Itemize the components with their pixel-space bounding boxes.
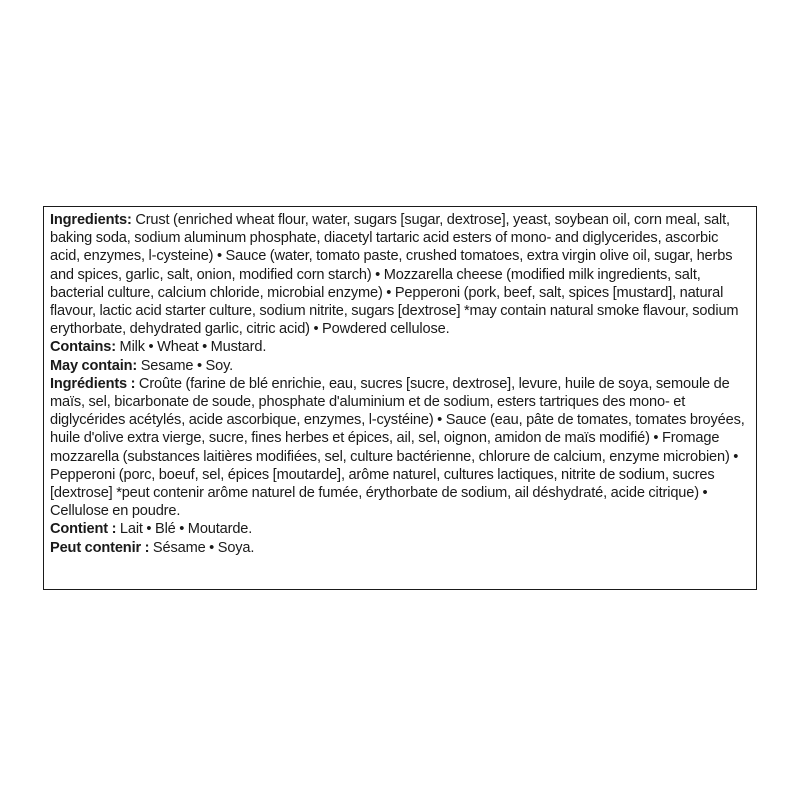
ingredients-fr-text: Croûte (farine de blé enrichie, eau, sucres [sucre, dextrose], levure, huile de soya, semoule de maïs, sel, bicarbonate de soude, phosphate d'aluminium et de sodium, esters tartriques des mono- et diglycérides acétylés, acide ascorbique, enzymes, l-cystéine) • Sauce (eau, pâte de tomates, tomates broyées, huile d'olive extra vierge, sucre, fines herbes et épices, ail, sel, oignon, amidon de maïs modifié) • Fromage mozzarella (substances laitières modifiées, sel, culture bactérienne, chlorure de calcium, enzyme microbien) • Pepperoni (porc, boeuf, sel, épices [moutarde], arôme naturel, cultures lactiques, nitrite de sodium, sucres [dextrose] *peut contenir arôme naturel de fumée, érythorbate de sodium, ail déshydraté, acide citrique) • Cellulose en poudre. xyxy=(50,375,745,520)
contains-en-text: Milk • Wheat • Mustard. xyxy=(115,339,267,356)
may-contain-en-text: Sesame • Soy. xyxy=(137,357,234,374)
ingredients-en-paragraph xyxy=(50,211,750,338)
contains-fr-paragraph xyxy=(50,520,750,538)
may-contain-en-heading: May contain: xyxy=(50,357,138,374)
ingredients-en-text: Crust (enriched wheat flour, water, sugars [sugar, dextrose], yeast, soybean oil, corn meal, salt, baking soda, sodium aluminum phosphate, diacetyl tartaric acid esters of mono- and diglycerides, ascorbic acid, enzymes, l-cysteine) • Sauce (water, tomato paste, crushed tomatoes, extra virgin olive oil, sugar, herbs and spices, garlic, salt, onion, modified corn starch) • Mozzarella cheese (modified milk ingredients, salt, bacterial culture, calcium chloride, microbial enzyme) • Pepperoni (pork, beef, salt, spices [mustard], natural flavour, lactic acid starter culture, sodium nitrite, sugars [dextrose] *may contain natural smoke flavour, sodium erythorbate, dehydrated garlic, citric acid) • Powdered cellulose. xyxy=(50,212,739,338)
ingredients-en-heading: Ingredients: xyxy=(50,212,132,228)
ingredients-fr-heading: Ingrédients : xyxy=(50,375,136,392)
may-contain-fr-heading: Peut contenir : xyxy=(50,539,150,556)
contains-fr-heading: Contient : xyxy=(50,521,117,538)
contains-fr-text: Lait • Blé • Moutarde. xyxy=(116,521,253,538)
ingredients-label-panel xyxy=(43,206,757,590)
ingredients-fr-paragraph xyxy=(50,375,750,521)
contains-en-heading: Contains: xyxy=(50,339,116,356)
contains-en-paragraph xyxy=(50,338,750,356)
may-contain-fr-paragraph xyxy=(50,539,750,557)
may-contain-fr-text: Sésame • Soya. xyxy=(149,539,255,556)
may-contain-en-paragraph xyxy=(50,357,750,375)
